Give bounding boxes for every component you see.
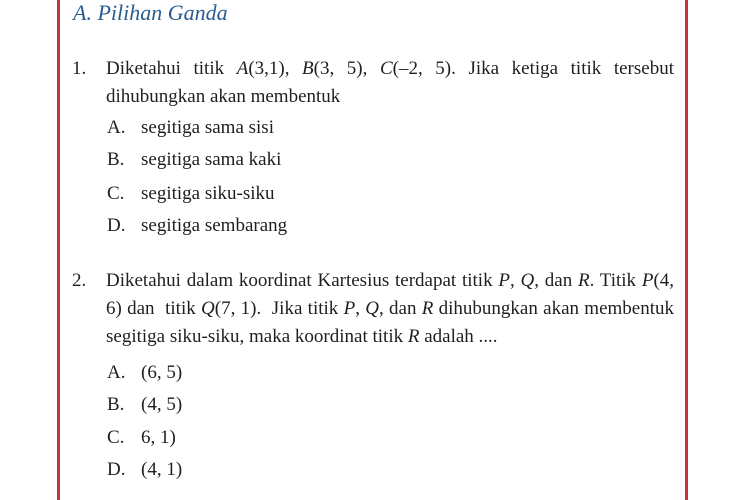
option-letter: D.: [107, 215, 126, 236]
q2-option-c[interactable]: [107, 424, 176, 452]
question-number: 1.: [72, 58, 87, 79]
option-letter: C.: [107, 427, 125, 448]
option-text: segitiga sembarang: [141, 215, 288, 236]
q2-option-a[interactable]: [107, 359, 182, 387]
option-text: segitiga sama sisi: [141, 117, 274, 138]
option-letter: C.: [107, 183, 125, 204]
option-text: (4, 5): [141, 394, 183, 415]
section-title: Pilihan Ganda: [97, 0, 228, 25]
option-letter: B.: [107, 394, 125, 415]
section-heading: [73, 0, 228, 26]
frame-right-border: [685, 0, 688, 500]
option-letter: A.: [107, 117, 126, 138]
option-text: (4, 1): [141, 459, 183, 480]
q1-option-c[interactable]: [107, 180, 275, 208]
option-letter: D.: [107, 459, 126, 480]
q1-option-a[interactable]: [107, 114, 274, 142]
option-text: 6, 1): [141, 427, 176, 448]
option-text: segitiga sama kaki: [141, 149, 282, 170]
q1-option-d[interactable]: [107, 212, 287, 240]
option-letter: A.: [107, 362, 126, 383]
question-2: [72, 267, 674, 351]
option-letter: B.: [107, 149, 125, 170]
q1-option-b[interactable]: [107, 146, 281, 174]
frame-left-border: [57, 0, 60, 500]
option-text: segitiga siku-siku: [141, 183, 275, 204]
q2-option-b[interactable]: [107, 391, 182, 419]
option-text: (6, 5): [141, 362, 183, 383]
question-1: [72, 55, 674, 111]
q2-option-d[interactable]: [107, 456, 182, 484]
section-letter: A.: [73, 0, 92, 25]
question-number: 2.: [72, 270, 87, 291]
question-text: Diketahui dalam koordinat Kartesius terdapat titik P, Q, dan R. Titik P(4, 6) dan titik Q(7, 1). Jika titik P, Q, dan R dihubungkan akan membentuk segitiga siku-siku, maka koordinat titik R adalah ....: [106, 270, 675, 347]
question-text: Diketahui titik A(3,1), B(3, 5), C(–2, 5). Jika ketiga titik tersebut dihubungkan akan membentuk: [106, 58, 674, 107]
